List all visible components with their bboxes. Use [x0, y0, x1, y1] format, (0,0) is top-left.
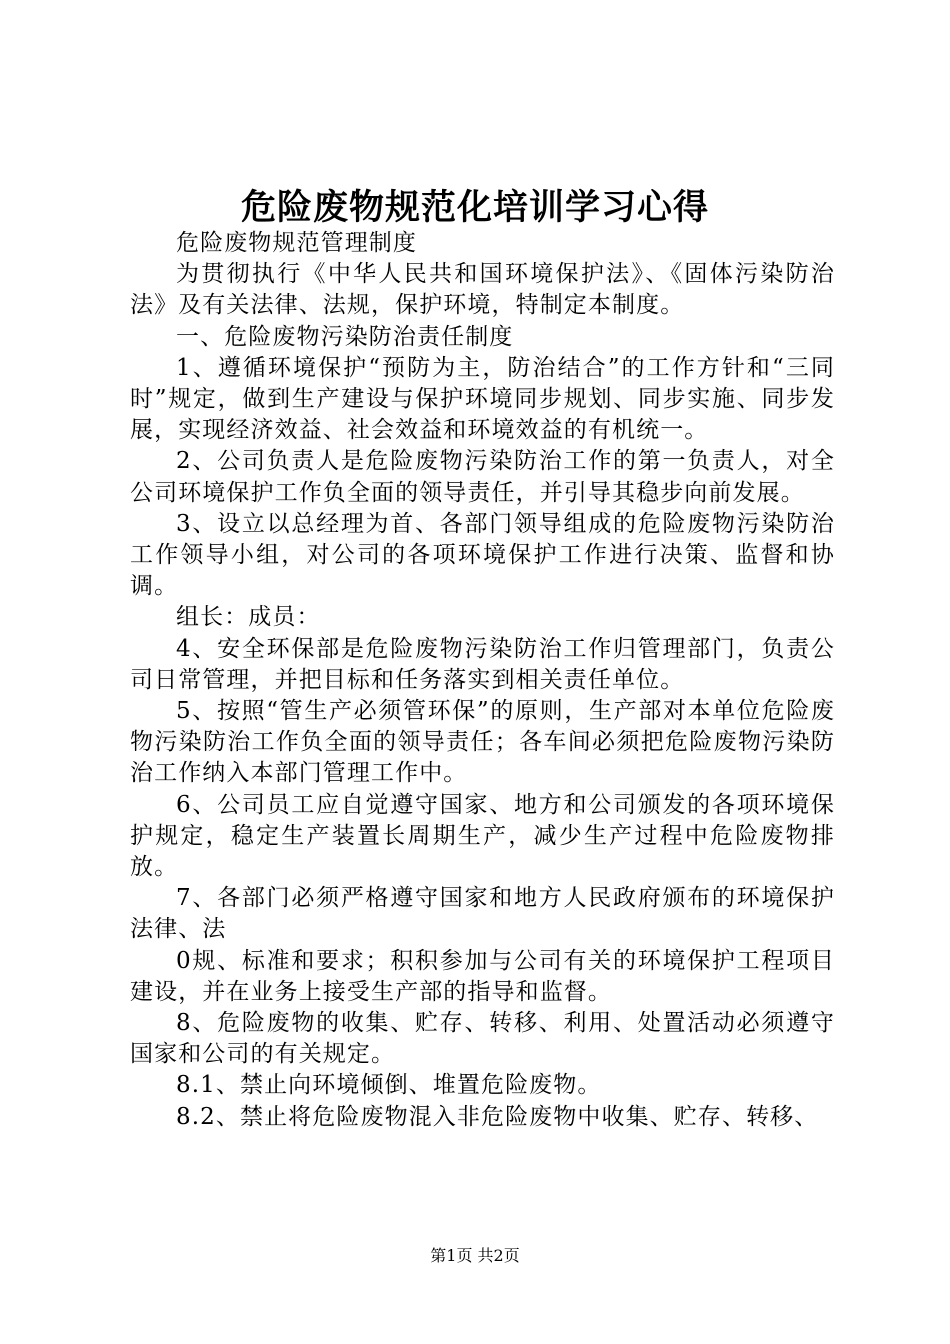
paragraph: 危险废物规范管理制度	[176, 230, 417, 256]
paragraph: 6、公司员工应自觉遵守国家、地方和公司颁发的各项环境保护规定，稳定生产装置长周期生产，减少生产过程中危险废物排放。	[130, 791, 835, 881]
paragraph: 一、危险废物污染防治责任制度	[176, 323, 514, 350]
document-body	[130, 228, 835, 1133]
paragraph: 5、按照“管生产必须管环保”的原则，生产部对本单位危险废物污染防治工作负全面的领导责任；各车间必须把危险废物污染防治工作纳入本部门管理工作中。	[130, 698, 835, 787]
paragraph: 3、设立以总经理为首、各部门领导组成的危险废物污染防治工作领导小组，对公司的各项环境保护工作进行决策、监督和协调。	[130, 510, 835, 600]
paragraph: 0规、标准和要求；积积参加与公司有关的环境保护工程项目建设，并在业务上接受生产部的指导和监督。	[130, 947, 835, 1005]
paragraph: 4、安全环保部是危险废物污染防治工作归管理部门，负责公司日常管理，并把目标和任务落实到相关责任单位。	[130, 635, 835, 693]
paragraph: 8、危险废物的收集、贮存、转移、利用、处置活动必须遵守国家和公司的有关规定。	[130, 1010, 835, 1068]
paragraph: 2、公司负责人是危险废物污染防治工作的第一负责人，对全公司环境保护工作负全面的领导责任，并引导其稳步向前发展。	[130, 448, 835, 506]
paragraph: 8.2、禁止将危险废物混入非危险废物中收集、贮存、转移、	[176, 1103, 819, 1130]
paragraph: 7、各部门必须严格遵守国家和地方人民政府颁布的环境保护法律、法	[130, 885, 835, 943]
paragraph: 为贯彻执行《中华人民共和国环境保护法》、《固体污染防治法》及有关法律、法规，保护环境，特制定本制度。	[130, 261, 835, 319]
paragraph: 1、遵循环境保护“预防为主，防治结合”的工作方针和“三同时”规定，做到生产建设与保护环境同步规划、同步实施、同步发展，实现经济效益、社会效益和环境效益的有机统一。	[130, 354, 835, 444]
document-title: 危险废物规范化培训学习心得	[240, 187, 709, 228]
paragraph: 8.1、禁止向环境倾倒、堆置危险废物。	[176, 1072, 602, 1099]
page-number-footer: 第1页 共2页	[430, 1246, 520, 1265]
paragraph: 组长：成员：	[176, 604, 321, 631]
